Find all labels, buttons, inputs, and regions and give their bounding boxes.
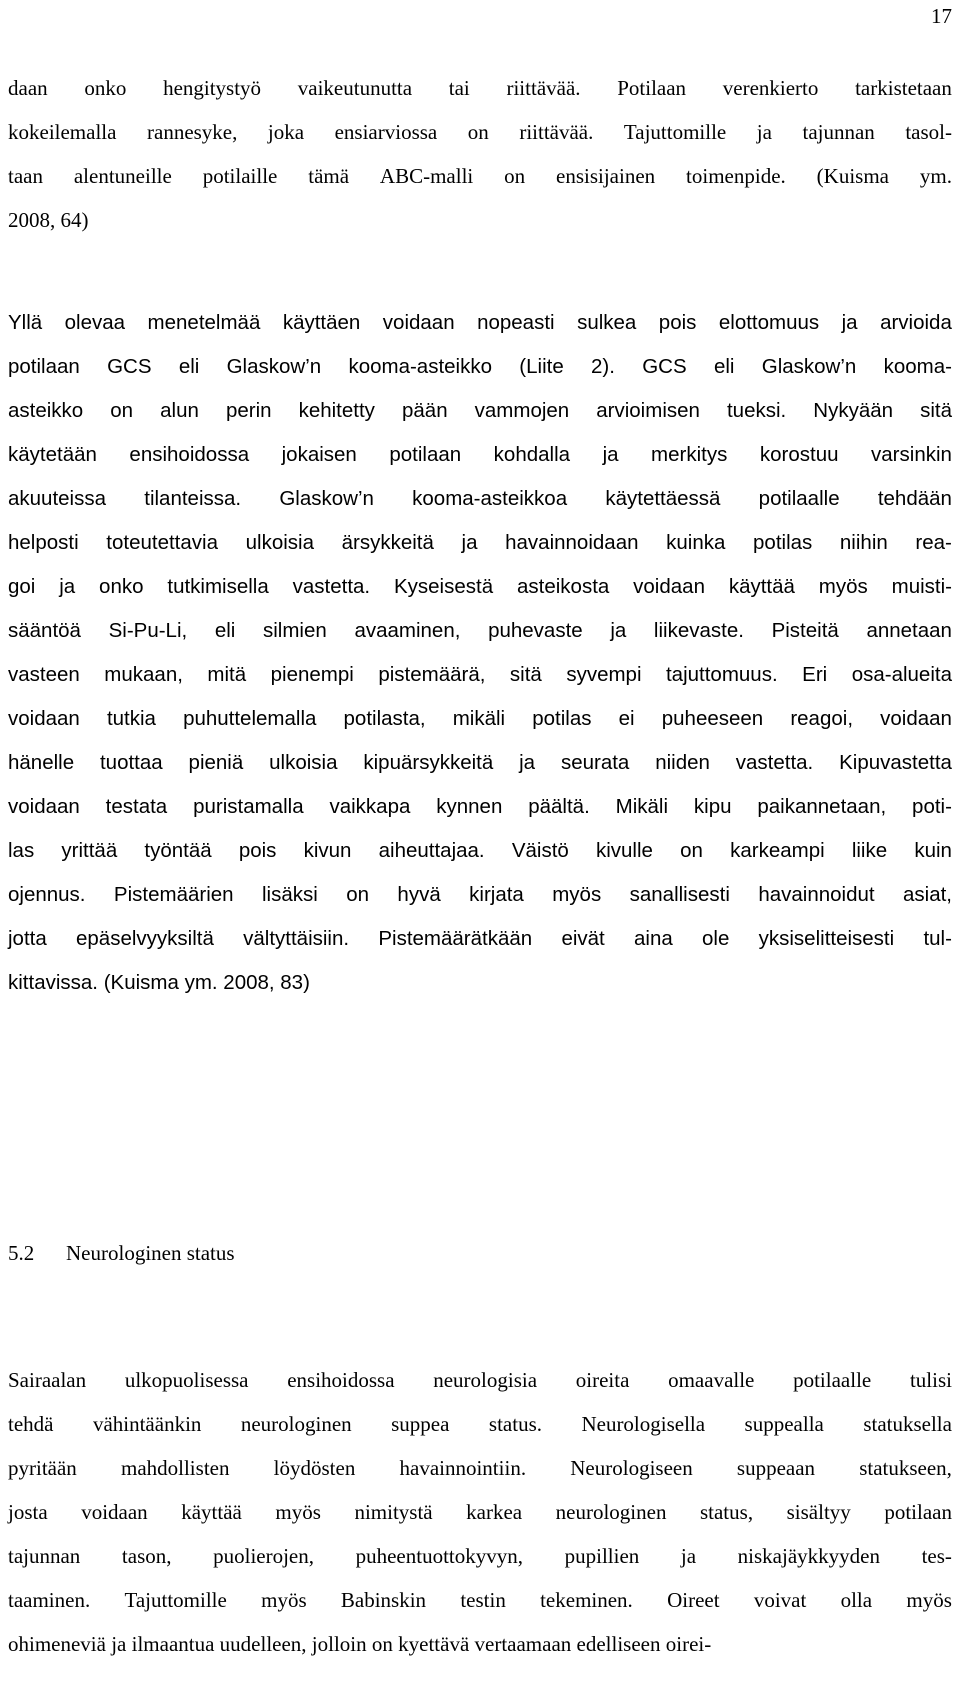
paragraph-abc-assessment [8,66,952,242]
text-line: daan onko hengitystyö vaikeutunutta tai riittävää. Potilaan verenkierto tarkistetaan [8,76,952,100]
text-line: las yrittää työntää pois kivun aiheuttajaa. Väistö kivulle on karkeampi liike kuin [8,839,952,862]
text-line: hänelle tuottaa pieniä ulkoisia kipuärsykkeitä ja seurata niiden vastetta. Kipuvastetta [8,751,952,774]
text-line: akuuteissa tilanteissa. Glaskow’n kooma-asteikkoa käytettäessä potilaalle tehdään [8,487,952,510]
text-line: käytetään ensihoidossa jokaisen potilaan kohdalla ja merkitys korostuu varsinkin [8,443,952,466]
text-line: ojennus. Pistemäärien lisäksi on hyvä kirjata myös sanallisesti havainnoidut asiat, [8,883,952,906]
text-line: potilaan GCS eli Glaskow’n kooma-asteikko (Liite 2). GCS eli Glaskow’n kooma- [8,355,952,378]
paragraph-gcs-scale [8,301,952,1005]
text-line: goi ja onko tutkimisella vastetta. Kyseisestä asteikosta voidaan käyttää myös muisti- [8,575,952,598]
text-line: kokeilemalla rannesyke, joka ensiarviossa on riittävää. Tajuttomille ja tajunnan tasol- [8,120,952,144]
text-line: josta voidaan käyttää myös nimitystä karkea neurologinen status, sisältyy potilaan [8,1500,952,1524]
text-line: taaminen. Tajuttomille myös Babinskin testin tekeminen. Oireet voivat olla myös [8,1588,952,1612]
section-title: Neurologinen status [66,1241,235,1265]
text-line: vasteen mukaan, mitä pienempi pistemäärä, sitä syvempi tajuttomuus. Eri osa-alueita [8,663,952,686]
page-number: 17 [931,4,952,28]
text-line: helposti toteutettavia ulkoisia ärsykkeitä ja havainnoidaan kuinka potilas niihin rea- [8,531,952,554]
text-line: voidaan tutkia puhuttelemalla potilasta, mikäli potilas ei puheeseen reagoi, voidaan [8,707,952,730]
section-number: 5.2 [8,1241,35,1265]
text-line: taan alentuneille potilaille tämä ABC-malli on ensisijainen toimenpide. (Kuisma ym. [8,164,952,188]
text-line: voidaan testata puristamalla vaikkapa kynnen päältä. Mikäli kipu paikannetaan, poti- [8,795,952,818]
text-line: asteikko on alun perin kehitetty pään vammojen arvioimisen tueksi. Nykyään sitä [8,399,952,422]
text-line: tajunnan tason, puolierojen, puheentuottokyvyn, pupillien ja niskajäykkyyden tes- [8,1544,952,1568]
text-line: kittavissa. (Kuisma ym. 2008, 83) [8,971,310,994]
text-line: ohimeneviä ja ilmaantua uudelleen, jolloin on kyettävä vertaamaan edelliseen oirei- [8,1632,712,1656]
text-line: 2008, 64) [8,208,89,232]
paragraph-neurological-status [8,1358,952,1666]
text-line: Sairaalan ulkopuolisessa ensihoidossa neurologisia oireita omaavalle potilaalle tulisi [8,1368,952,1392]
text-line: jotta epäselvyyksiltä vältyttäisiin. Pistemäärätkään eivät aina ole yksiselitteisesti tul- [8,927,952,950]
text-line: Yllä olevaa menetelmää käyttäen voidaan nopeasti sulkea pois elottomuus ja arvioida [8,311,952,334]
section-heading [8,1233,235,1273]
text-line: tehdä vähintäänkin neurologinen suppea status. Neurologisella suppealla statuksella [8,1412,952,1436]
text-line: pyritään mahdollisten löydösten havainnointiin. Neurologiseen suppeaan statukseen, [8,1456,952,1480]
text-line: sääntöä Si-Pu-Li, eli silmien avaaminen, puhevaste ja liikevaste. Pisteitä annetaan [8,619,952,642]
